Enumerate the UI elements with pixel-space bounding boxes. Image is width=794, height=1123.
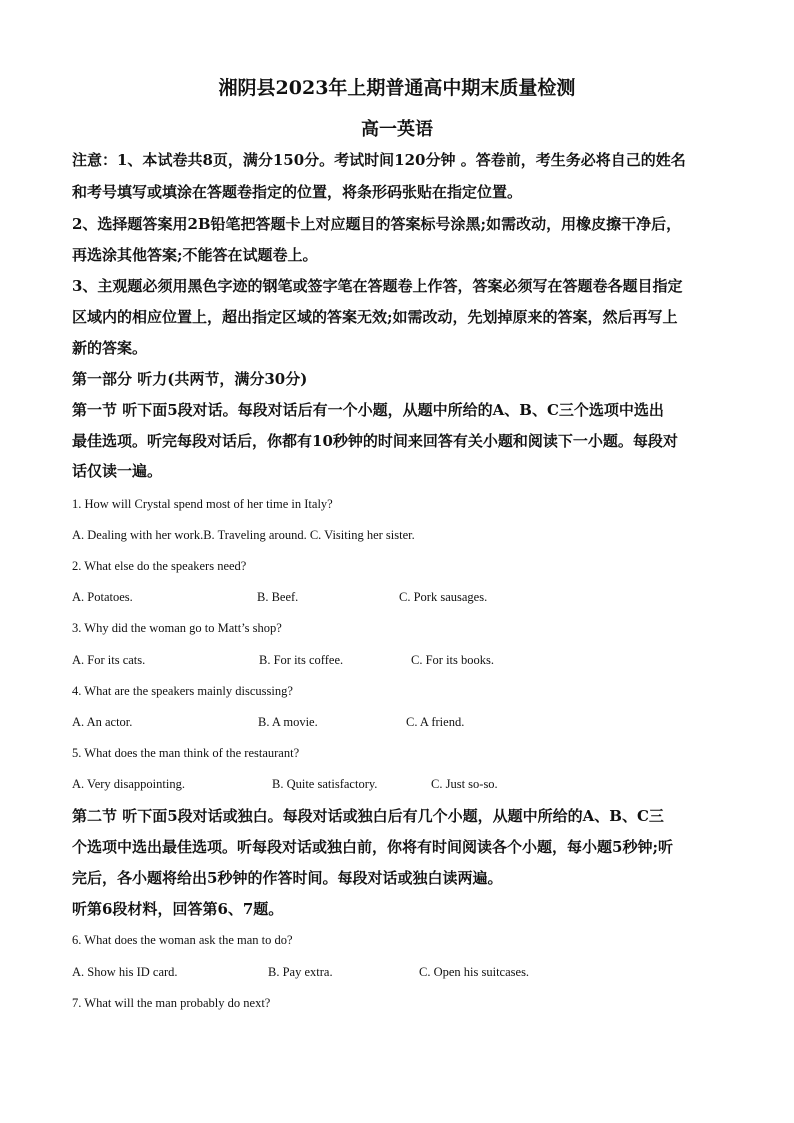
notice-line-7: 新的答案。	[72, 339, 148, 357]
section1-line-2: 最佳选项。听完每段对话后，你都有10秒钟的时间来回答有关小题和阅读下一小题。每段对	[72, 432, 678, 450]
part1-heading: 第一部分 听力(共两节，满分30分)	[72, 370, 308, 388]
q2-option-c: C. Pork sausages.	[399, 590, 488, 604]
q6-option-c: C. Open his suitcases.	[419, 965, 530, 979]
notice-line-4: 再选涂其他答案;不能答在试题卷上。	[72, 246, 318, 264]
q4-option-c: C. A friend.	[406, 715, 465, 729]
question-6: 6. What does the woman ask the man to do?	[72, 933, 293, 947]
question-1-options: A. Dealing with her work.B. Traveling around. C. Visiting her sister.	[72, 528, 415, 542]
q2-option-a: A. Potatoes.	[72, 590, 133, 604]
q3-option-b: B. For its coffee.	[259, 653, 344, 667]
exam-title: 湘阴县2023年上期普通高中期末质量检测	[218, 77, 576, 99]
notice-line-1: 注意：1、本试卷共8页，满分150分。考试时间120分钟 。答卷前，考生务必将自己的姓名	[72, 151, 686, 169]
section1-line-1: 第一节 听下面5段对话。每段对话后有一个小题，从题中所给的A、B、C三个选项中选出	[72, 401, 664, 419]
q5-option-c: C. Just so-so.	[431, 777, 498, 791]
notice-line-6: 区域内的相应位置上，超出指定区域的答案无效;如需改动，先划掉原来的答案，然后再写上	[72, 308, 678, 326]
section2-line-2: 个选项中选出最佳选项。听每段对话或独白前，你将有时间阅读各个小题，每小题5秒钟;听	[72, 838, 673, 856]
q5-option-b: B. Quite satisfactory.	[272, 777, 378, 791]
question-7: 7. What will the man probably do next?	[72, 996, 271, 1010]
q4-option-b: B. A movie.	[258, 715, 318, 729]
notice-line-3: 2、选择题答案用2B铅笔把答题卡上对应题目的答案标号涂黑;如需改动，用橡皮擦干净后，	[72, 215, 682, 233]
question-5: 5. What does the man think of the restaurant?	[72, 746, 300, 760]
exam-subtitle: 高一英语	[361, 119, 433, 140]
notice-line-2: 和考号填写或填涂在答题卷指定的位置，将条形码张贴在指定位置。	[72, 183, 523, 201]
section2-line-3: 完后，各小题将给出5秒钟的作答时间。每段对话或独白读两遍。	[72, 869, 503, 887]
section2-line-1: 第二节 听下面5段对话或独白。每段对话或独白后有几个小题，从题中所给的A、B、C三	[72, 807, 664, 825]
question-3: 3. Why did the woman go to Matt’s shop?	[72, 621, 282, 635]
q5-option-a: A. Very disappointing.	[72, 777, 185, 791]
section1-line-3: 话仅读一遍。	[72, 462, 163, 480]
question-4: 4. What are the speakers mainly discussing?	[72, 684, 293, 698]
q6-option-a: A. Show his ID card.	[72, 965, 178, 979]
q4-option-a: A. An actor.	[72, 715, 133, 729]
q3-option-a: A. For its cats.	[72, 653, 146, 667]
q6-option-b: B. Pay extra.	[268, 965, 333, 979]
q3-option-c: C. For its books.	[411, 653, 495, 667]
question-2: 2. What else do the speakers need?	[72, 559, 247, 573]
notice-line-5: 3、主观题必须用黑色字迹的钢笔或签字笔在答题卷上作答，答案必须写在答题卷各题目指定	[72, 277, 683, 295]
question-1: 1. How will Crystal spend most of her time in Italy?	[72, 497, 333, 511]
q2-option-b: B. Beef.	[257, 590, 299, 604]
material-6-heading: 听第6段材料，回答第6、7题。	[72, 900, 284, 918]
